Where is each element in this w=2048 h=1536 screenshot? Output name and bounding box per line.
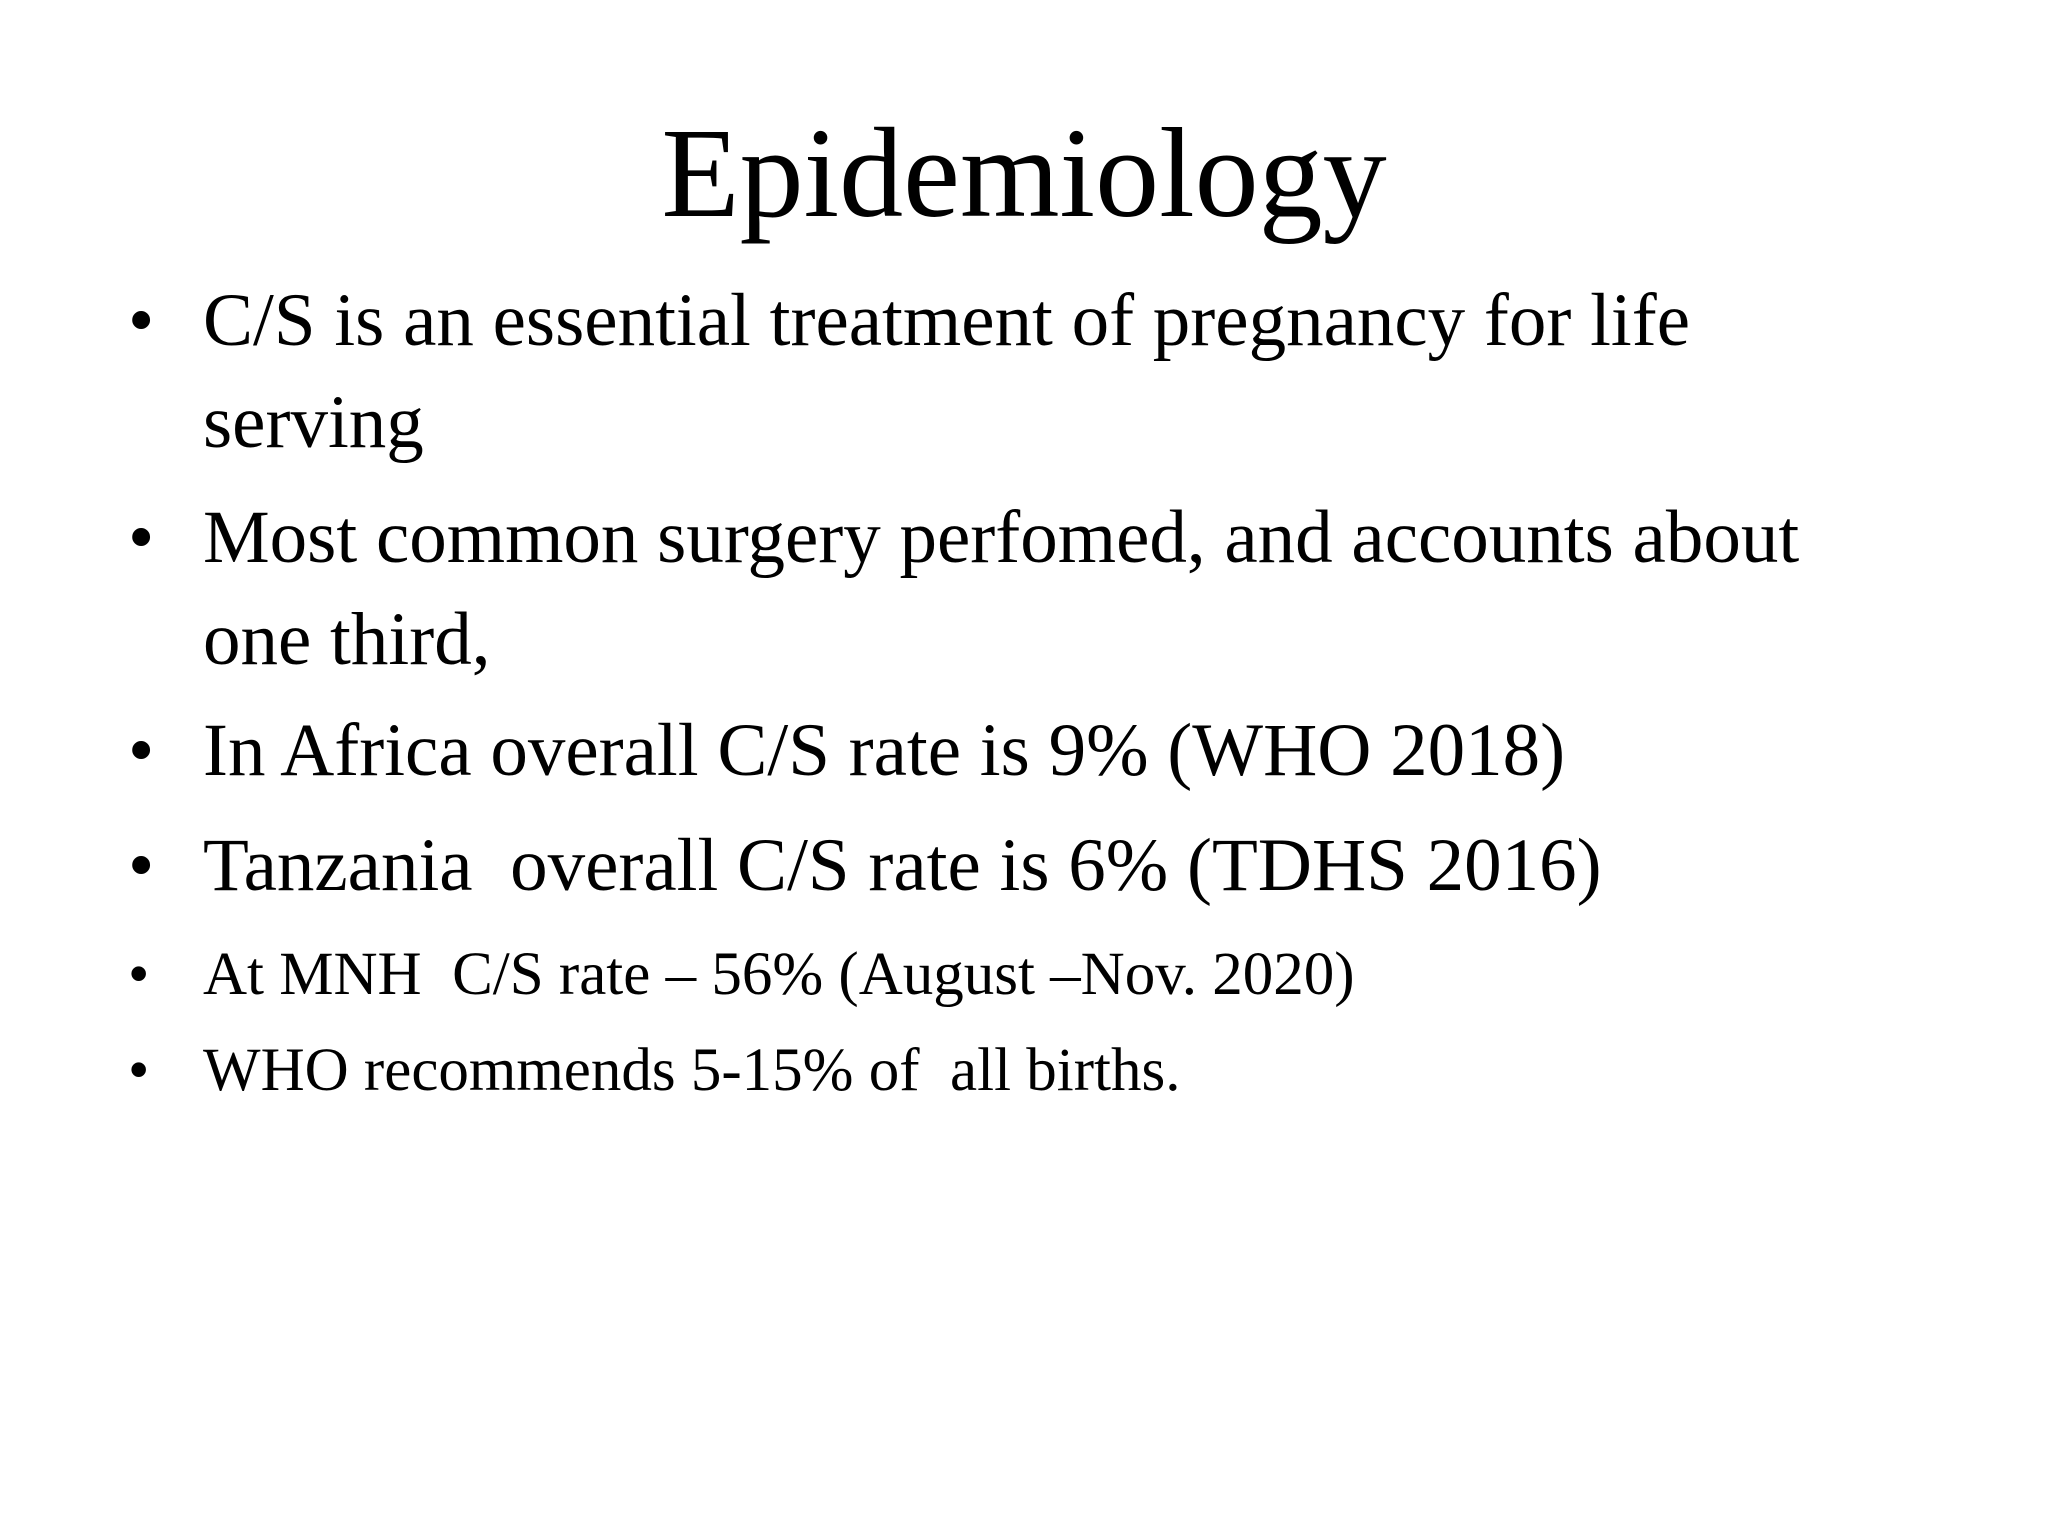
bullet-line: serving (203, 381, 424, 464)
bullet-line: Most common surgery perfomed, and accounts about (203, 496, 1800, 579)
bullet-text (203, 487, 2003, 691)
bullet-text (203, 1021, 2003, 1121)
bullet-glyph: • (128, 279, 155, 362)
bullet-text (203, 700, 2003, 802)
bullet-text (203, 270, 2003, 474)
bullet-glyph: • (128, 1037, 150, 1104)
bullet-line: WHO recommends 5-15% of all births. (203, 1037, 1181, 1104)
bullet-text (203, 815, 2003, 917)
bullet-line: At MNH C/S rate – 56% (August –Nov. 2020) (203, 941, 1355, 1008)
bullet-line: In Africa overall C/S rate is 9% (WHO 2018) (203, 709, 1566, 792)
bullet-line: one third, (203, 598, 491, 681)
bullet-line: C/S is an essential treatment of pregnancy for life (203, 279, 1691, 362)
bullet-glyph: • (128, 941, 150, 1008)
bullet-glyph: • (128, 709, 155, 792)
slide-title: Epidemiology (661, 102, 1387, 244)
bullet-glyph: • (128, 824, 155, 907)
bullet-line: Tanzania overall C/S rate is 6% (TDHS 2016) (203, 824, 1602, 907)
bullet-text (203, 925, 2003, 1025)
bullet-glyph: • (128, 496, 155, 579)
